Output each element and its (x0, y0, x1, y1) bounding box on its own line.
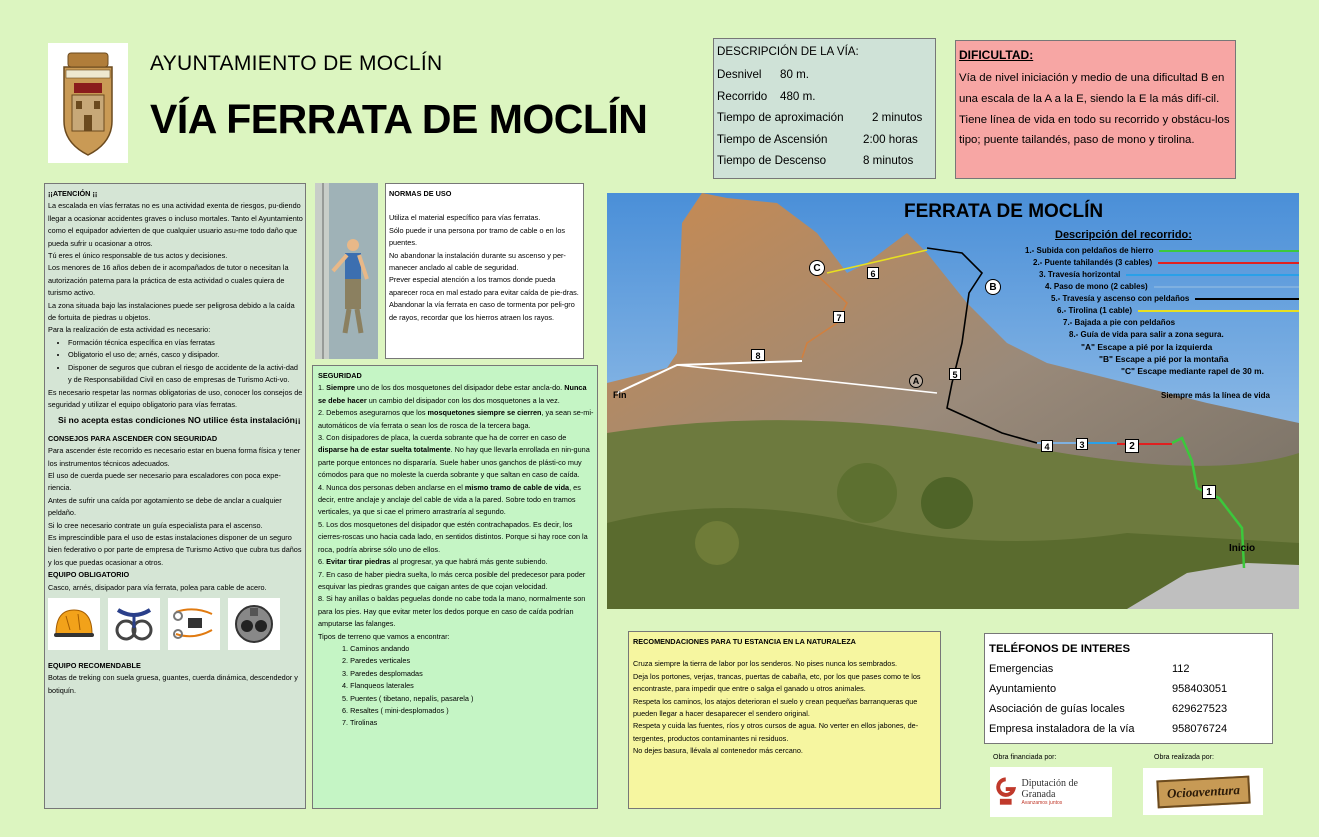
phones-heading: TELÉFONOS DE INTERES (989, 643, 1131, 655)
nature-heading: RECOMENDACIONES PARA TU ESTANCIA EN LA NATURALEZA (633, 637, 856, 646)
phone-row: Empresa instaladora de la vía 958076724 (989, 723, 1228, 735)
list-item: 7. Tirolinas (342, 718, 378, 728)
difficulty-panel (955, 40, 1236, 179)
phone-row: Ayuntamiento 958403051 (989, 683, 1228, 695)
security-panel (312, 365, 598, 809)
route-marker: 4 (1041, 440, 1053, 452)
harness-icon (108, 598, 160, 650)
legend-item: 1.- Subida con peldaños de hierro (1025, 245, 1299, 257)
equipment-text: Casco, arnés, disipador para vía ferrata, polea para cable de acero. (48, 582, 267, 592)
nature-text: No dejes basura, llévala al contenedor más cercano. (633, 746, 803, 756)
description-row: Tiempo de Descenso 8 minutos (717, 154, 914, 167)
list-item: 3. Paredes desplomadas (342, 668, 423, 678)
attention-text: Es necesario respetar las normas obligatorias de uso, conocer los consejos de seguridad y utilizar el equipo obligatorio para vías ferratas. (48, 387, 303, 409)
escape-legend: "B" Escape a pié por la montaña (1099, 354, 1229, 364)
made-by-label: Obra realizada por: (1154, 754, 1214, 761)
attention-text: Los menores de 16 años deben de ir acompañados de tutor o necesitan la autorización paterna para la práctica de esta actividad o cuales quiera de turismo activo. (48, 263, 289, 298)
security-item: 7. En caso de haber piedra suelta, lo más cerca posible del predecesor para poder esquivar las piedras grandes que caigan antes de que cojan velocidad. (318, 569, 586, 591)
escape-marker: A (909, 374, 923, 388)
description-row: Tiempo de aproximación 2 minutos (717, 111, 923, 124)
nature-text: Respeta y cuida las fuentes, ríos y otros cursos de agua. No verter en ellos jabones, de-tergentes, productos contaminantes ni residuos. (633, 721, 919, 743)
difficulty-text: Vía de nivel iniciación y medio de una dificultad B en una escala de la A a la E, siendo la E la más difí-cil. (959, 72, 1225, 105)
security-item: 3. Con disipadores de placa, la cuerda sobrante que ha de correr en caso de disparse ha de estar suelta totalmente. No hay que llevarla enrollada en nin-guna parte porque entonces no dispararía. Suele haber unos ganchos de plásti-co muy cómodos para que no moleste la cuerda sobrante y que saltan en caso de caída. (318, 433, 590, 480)
map-title: FERRATA DE MOCLÍN (904, 201, 1104, 222)
funder-name: Diputación de Granada (1021, 778, 1078, 800)
security-heading: SEGURIDAD (318, 371, 362, 380)
route-marker: 7 (833, 311, 845, 323)
phone-row: Emergencias 112 (989, 663, 1190, 675)
rule-item: Utiliza el material específico para vías ferratas. (389, 213, 541, 223)
legend-item: 6.- Tirolina (1 cable) (1057, 305, 1299, 317)
route-marker: 5 (949, 368, 961, 380)
list-item: 5. Puentes ( tibetano, nepalís, pasarela ) (342, 693, 474, 703)
security-item: 8. Si hay anillas o baldas peguelas donde no cabe toda la mano, normalmente son para los pies. Hay que evitar meter los dedos porque en caso de caída podrían amputarse las falanges. (318, 594, 586, 629)
description-heading: DESCRIPCIÓN DE LA VÍA: (717, 45, 859, 58)
description-row: Tiempo de Ascensión 2:00 horas (717, 132, 918, 146)
rule-item: No abandonar la instalación durante su ascenso y per-manecer anclado al cable de seguridad. (389, 250, 566, 273)
attention-panel (44, 183, 306, 809)
escape-legend: "C" Escape mediante rapel de 30 m. (1121, 366, 1264, 376)
legend-item: 4. Paso de mono (2 cables) (1045, 281, 1299, 293)
route-start-label: Inicio (1229, 543, 1256, 554)
advice-heading: CONSEJOS PARA ASCENDER CON SEGURIDAD (48, 433, 218, 443)
page-title: VÍA FERRATA DE MOCLÍN (150, 96, 648, 142)
attention-text: Tú eres el único responsable de tus actos y decisiones. (48, 251, 228, 261)
legend-item: 2.- Puente tahilandés (3 cables) (1033, 257, 1299, 269)
route-end-label: Fin (613, 390, 627, 400)
diputacion-logo (990, 767, 1112, 817)
list-item: • Obligatorio el uso de; arnés, casco y disipador. (68, 349, 303, 361)
rule-item: Prever especial atención a los tramos donde pueda aparecer roca en mal estado para evitar caída de pie-dras. (389, 275, 579, 297)
ocioaventura-logo (1143, 768, 1263, 815)
escape-marker: B (985, 279, 1001, 295)
list-item: • Formación técnica específica en vías ferratas (68, 337, 303, 349)
security-item: 2. Debemos asegurarnos que los mosquetones siempre se cierren, ya sean se-mi-automáticos de vía ferrata o sean los de rosca de la tercera baga. (318, 408, 594, 430)
legend-item: 8.- Guía de vida para salir a zona segura. (1069, 330, 1224, 339)
rules-heading: NORMAS DE USO (389, 189, 452, 198)
nature-text: Deja los portones, verjas, trancas, puertas de cabaña, etc, por los que pases como te los encontraste, para impedir que entre o salga el ganado u otros animales. (633, 671, 921, 694)
attention-heading: ¡¡ATENCIÓN ¡¡ (48, 189, 98, 198)
security-item: 5. Los dos mosquetones del disipador que estén contrachapados. Es decir, los cierres-roscas uno hacia cada lado, en sentidos distintos. Porque si hay roce con la roca, podría abrirse sólo uno de ellos. (318, 519, 588, 554)
phones-panel (984, 633, 1273, 744)
legend-item: 3. Travesía horizontal (1039, 269, 1299, 281)
recommended-equipment-text: Botas de treking con suela gruesa, guantes, cuerda dinámica, descendedor y botiquín. (48, 673, 298, 695)
route-marker: 8 (751, 349, 765, 361)
lifeline-note: Siempre más la línea de vida (1161, 391, 1270, 400)
route-marker: 6 (867, 267, 879, 279)
route-marker: 2 (1125, 439, 1139, 453)
escape-marker: C (809, 260, 825, 276)
warning-text: Si no acepta estas condiciones NO utilice ésta instalación¡¡ (58, 415, 301, 426)
legend-item: 7.- Bajada a pie con peldaños (1063, 318, 1176, 327)
list-item: 1. Caminos andando (342, 643, 410, 653)
recommended-equipment-heading: EQUIPO RECOMENDABLE (48, 661, 141, 670)
route-marker: 1 (1202, 485, 1216, 499)
advice-text: Si lo cree necesario contrate un guía especialista para el ascenso. (48, 520, 263, 530)
attention-text: Para la realización de esta actividad es necesario: (48, 325, 211, 335)
attention-text: La escalada en vías ferratas no es una actividad exenta de riesgos, pu-diendo llegar a ocasionar accidentes graves o incluso mortales. Tanto el Ayuntamiento como el equipador advierten de que cualquier usuario asu-me todo daño que pueda sufrir u ocasionar a otros. (48, 201, 303, 248)
climber-photo (315, 183, 378, 359)
advice-text: Antes de sufrir una caída por agotamiento se debe de anclar a cualquier peldaño. (48, 495, 282, 518)
terrain-heading: Tipos de terreno que vamos a encontrar: (318, 631, 450, 641)
maker-name: Ocioaventura (1156, 775, 1250, 808)
funder-slogan: Avanzamos juntos (1021, 800, 1063, 806)
description-row: Recorrido 480 m. (717, 89, 816, 103)
escape-legend: "A" Escape a pié por la izquierda (1081, 342, 1213, 352)
rule-item: Sólo puede ir una persona por tramo de cable o en los puentes. (389, 225, 566, 248)
route-legend (1025, 245, 1299, 377)
list-item: 6. Resaltes ( mini-desplomados ) (342, 705, 449, 715)
rules-panel (385, 183, 584, 359)
equipment-heading: EQUIPO OBLIGATORIO (48, 570, 130, 580)
energy-absorber-icon (168, 598, 220, 650)
difficulty-heading: DIFICULTAD: (959, 48, 1034, 62)
advice-text: Es imprescindible para el uso de estas instalaciones disponer de un seguro bien federativo o por parte de empresa de Turismo Activo que cubra tus daños y los que puedas ocasionar a otros. (48, 532, 302, 567)
requirements-list (48, 337, 303, 387)
description-row: Desnivel 80 m. (717, 68, 809, 81)
advice-text: El uso de cuerda puede ser necesario para escaladores con poca expe-riencia. (48, 470, 281, 493)
pulley-icon (228, 598, 280, 650)
advice-text: Para ascender éste recorrido es necesario estar en buena forma física y tener los instrumentos técnicos adecuados. (48, 446, 301, 468)
helmet-icon (48, 598, 100, 650)
route-description-panel (713, 38, 936, 179)
security-item: 6. Evitar tirar piedras al progresar, ya que habrá más gente subiendo. (318, 557, 548, 567)
funded-by-label: Obra financiada por: (993, 754, 1057, 761)
route-map-photo (607, 193, 1299, 609)
town-crest-logo (48, 43, 128, 163)
rule-item: Abandonar la vía ferrata en caso de tormenta por peli-gro de rayos, recordar que los hierros atraen los rayos. (389, 300, 575, 322)
legend-heading: Descripción del recorrido: (1055, 229, 1192, 241)
nature-text: Respeta los caminos, los atajos deterioran el suelo y crean pequeñas barranqueras que pueden llegar a hacer desaparecer el sendero original. (633, 696, 918, 719)
list-item: • Disponer de seguros que cubran el riesgo de accidente de la activi-dad y de Responsabilidad Civil en caso de empresas de Turismo Acti-vo. (68, 362, 303, 387)
nature-text: Cruza siempre la tierra de labor por los senderos. No pises nunca los sembrados. (633, 659, 898, 669)
diputacion-emblem-icon (996, 777, 1016, 807)
security-item: 4. Nunca dos personas deben anclarse en el mismo tramo de cable de vida, es decir, entre anclaje y anclaje del cable de vida a la pared. Sobre todo en tramos verticales, ya que si cae el primero arrastraría al segundo. (318, 482, 581, 517)
list-item: 2. Paredes verticales (342, 656, 411, 666)
town-name: AYUNTAMIENTO DE MOCLÍN (150, 52, 443, 75)
legend-item: 5.- Travesía y ascenso con peldaños (1051, 293, 1299, 305)
phone-row: Asociación de guías locales 629627523 (989, 703, 1228, 715)
attention-text: La zona situada bajo las instalaciones puede ser peligrosa debido a la caída de fortuita de piedras u objetos. (48, 300, 295, 323)
route-marker: 3 (1076, 438, 1088, 450)
list-item: 4. Flanqueos laterales (342, 681, 414, 691)
difficulty-text: Tiene línea de vida en todo su recorrido y obstácu-los tipo; puente tailandés, paso de mono y tirolina. (959, 113, 1230, 147)
nature-recommendations-panel (628, 631, 941, 809)
security-item: 1. Siempre uno de los dos mosquetones del disipador debe estar ancla-do. Nunca se debe hacer un cambio del disipador con los dos mosquetones a la vez. (318, 383, 587, 405)
terrain-list (318, 643, 595, 730)
